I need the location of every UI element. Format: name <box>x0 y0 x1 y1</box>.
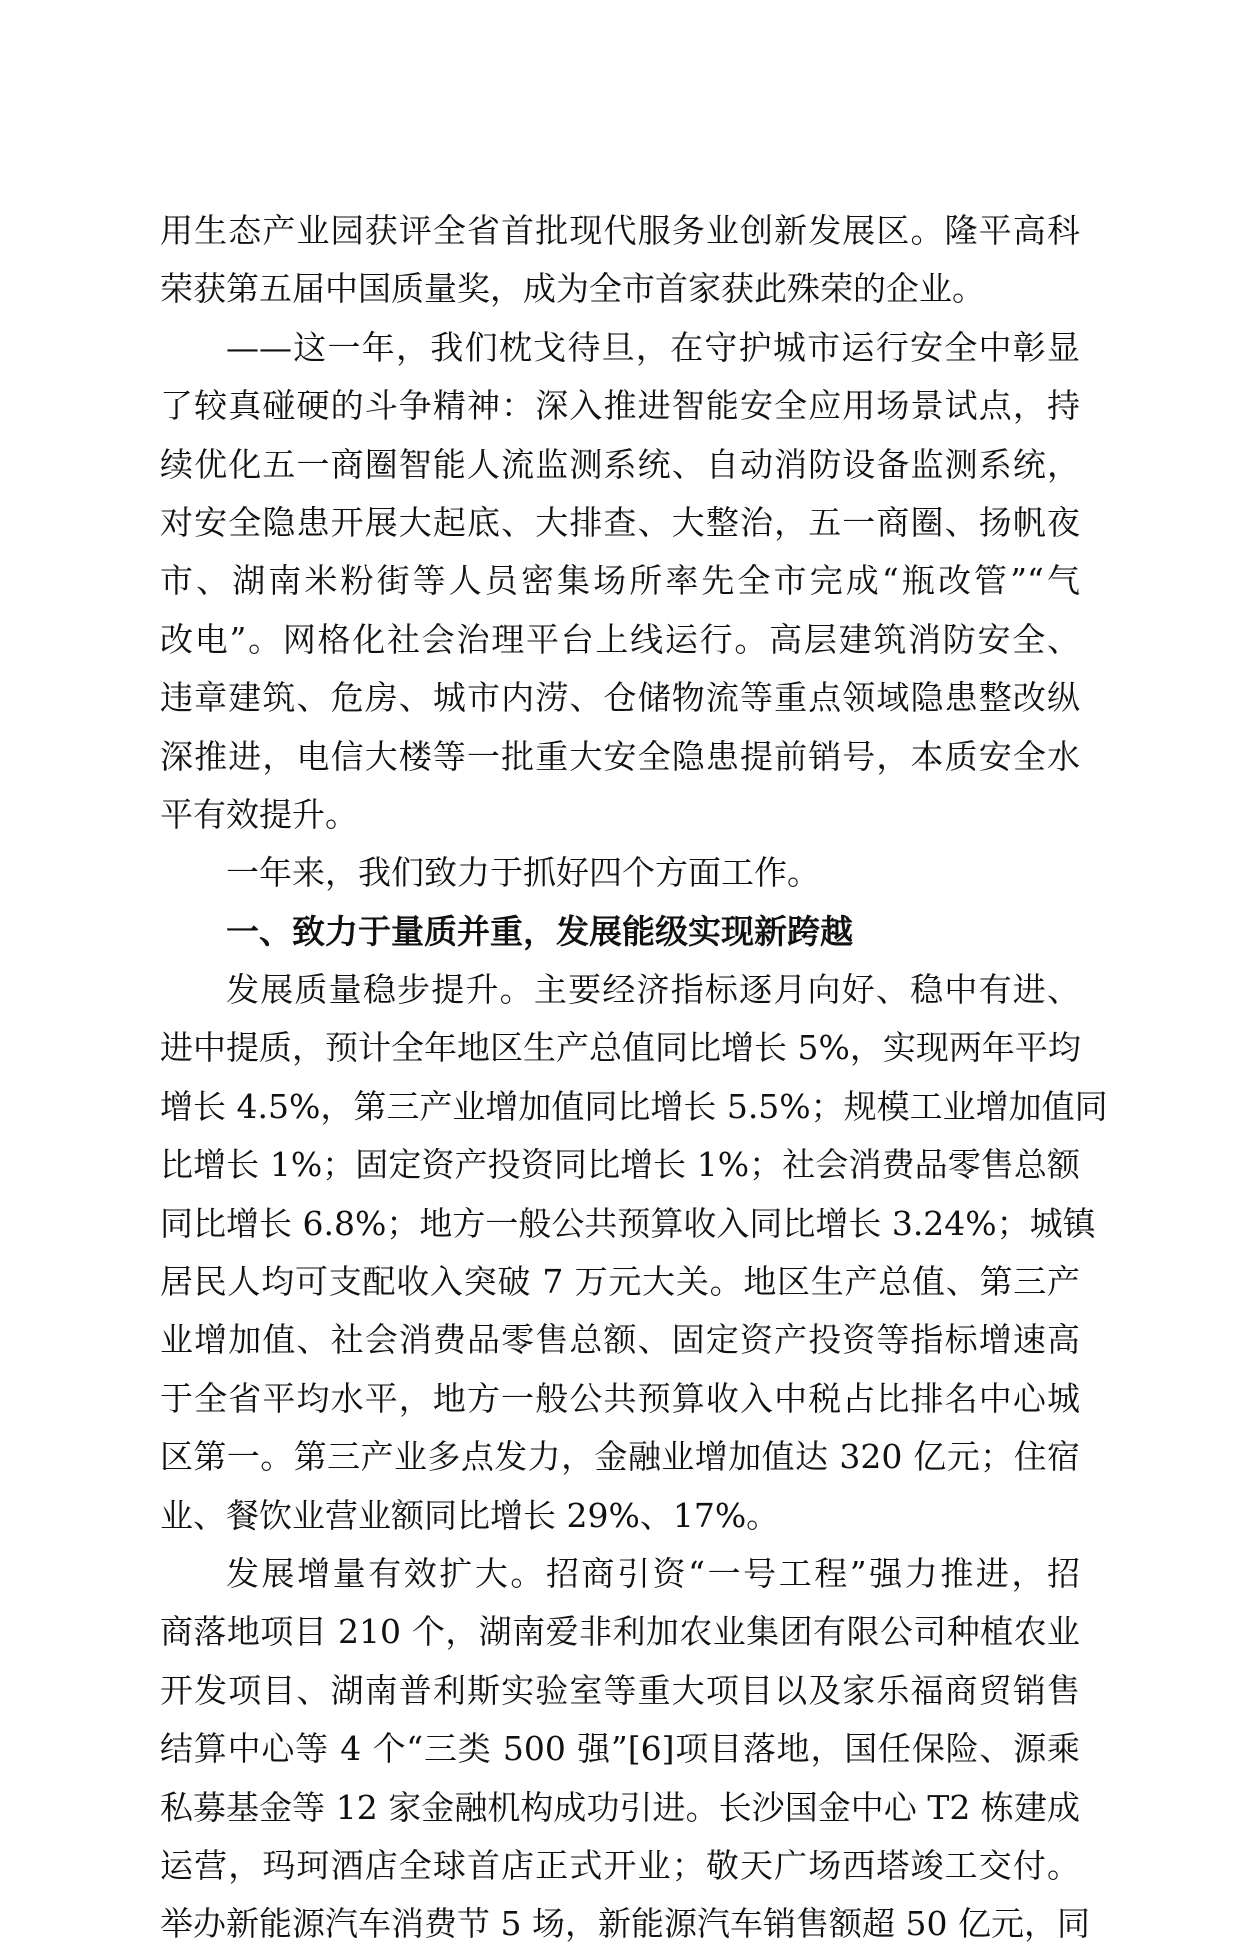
text-line: 增长 4.5%，第三产业增加值同比增长 5.5%；规模工业增加值同 <box>160 1086 1108 1126</box>
text-line: 居民人均可支配收入突破 7 万元大关。地区生产总值、第三产 <box>160 1262 1080 1302</box>
text-line: 发展质量稳步提升。主要经济指标逐月向好、稳中有进、 <box>226 970 1080 1010</box>
text-line: 平有效提升。 <box>160 794 358 834</box>
text-line: 改电”。网格化社会治理平台上线运行。高层建筑消防安全、 <box>160 619 1080 659</box>
text-line: 业增加值、社会消费品零售总额、固定资产投资等指标增速高 <box>160 1320 1080 1360</box>
text-line: 商落地项目 210 个，湖南爱非利加农业集团有限公司种植农业 <box>160 1612 1080 1652</box>
text-line: 发展增量有效扩大。招商引资“一号工程”强力推进，招 <box>226 1553 1080 1593</box>
text-line: 用生态产业园获评全省首批现代服务业创新发展区。隆平高科 <box>160 211 1080 250</box>
text-line: 举办新能源汽车消费节 5 场，新能源汽车销售额超 50 亿元，同 <box>160 1904 1090 1944</box>
text-line: 运营，玛珂酒店全球首店正式开业；敬天广场西塔竣工交付。 <box>160 1845 1080 1885</box>
section-heading: 一、致力于量质并重，发展能级实现新跨越 <box>226 911 853 951</box>
document-page <box>160 202 1108 1954</box>
text-line: 区第一。第三产业多点发力，金融业增加值达 320 亿元；住宿 <box>160 1437 1080 1477</box>
text-line: 比增长 1%；固定资产投资同比增长 1%；社会消费品零售总额 <box>160 1145 1080 1185</box>
text-line: ——这一年，我们枕戈待旦，在守护城市运行安全中彰显 <box>226 327 1080 367</box>
text-line: 了较真碰硬的斗争精神：深入推进智能安全应用场景试点，持 <box>160 386 1080 426</box>
text-line: 违章建筑、危房、城市内涝、仓储物流等重点领域隐患整改纵 <box>160 678 1080 718</box>
text-line: 市、湖南米粉街等人员密集场所率先全市完成“瓶改管”“气 <box>160 561 1080 601</box>
text-line: 于全省平均水平，地方一般公共预算收入中税占比排名中心城 <box>160 1378 1080 1418</box>
text-line: 开发项目、湖南普利斯实验室等重大项目以及家乐福商贸销售 <box>160 1670 1080 1710</box>
text-line: 续优化五一商圈智能人流监测系统、自动消防设备监测系统， <box>160 444 1080 484</box>
text-line: 一年来，我们致力于抓好四个方面工作。 <box>226 853 820 893</box>
text-line: 荣获第五届中国质量奖，成为全市首家获此殊荣的企业。 <box>160 269 985 309</box>
text-line: 同比增长 6.8%；地方一般公共预算收入同比增长 3.24%；城镇 <box>160 1203 1096 1243</box>
text-line: 深推进，电信大楼等一批重大安全隐患提前销号，本质安全水 <box>160 736 1080 776</box>
text-line: 私募基金等 12 家金融机构成功引进。长沙国金中心 T2 栋建成 <box>160 1787 1080 1827</box>
text-line: 业、餐饮业营业额同比增长 29%、17%。 <box>160 1495 780 1535</box>
text-line: 进中提质，预计全年地区生产总值同比增长 5%，实现两年平均 <box>160 1028 1081 1068</box>
text-line: 结算中心等 4 个“三类 500 强”[6]项目落地，国任保险、源乘 <box>160 1729 1080 1769</box>
text-line: 对安全隐患开展大起底、大排查、大整治，五一商圈、扬帆夜 <box>160 502 1080 542</box>
